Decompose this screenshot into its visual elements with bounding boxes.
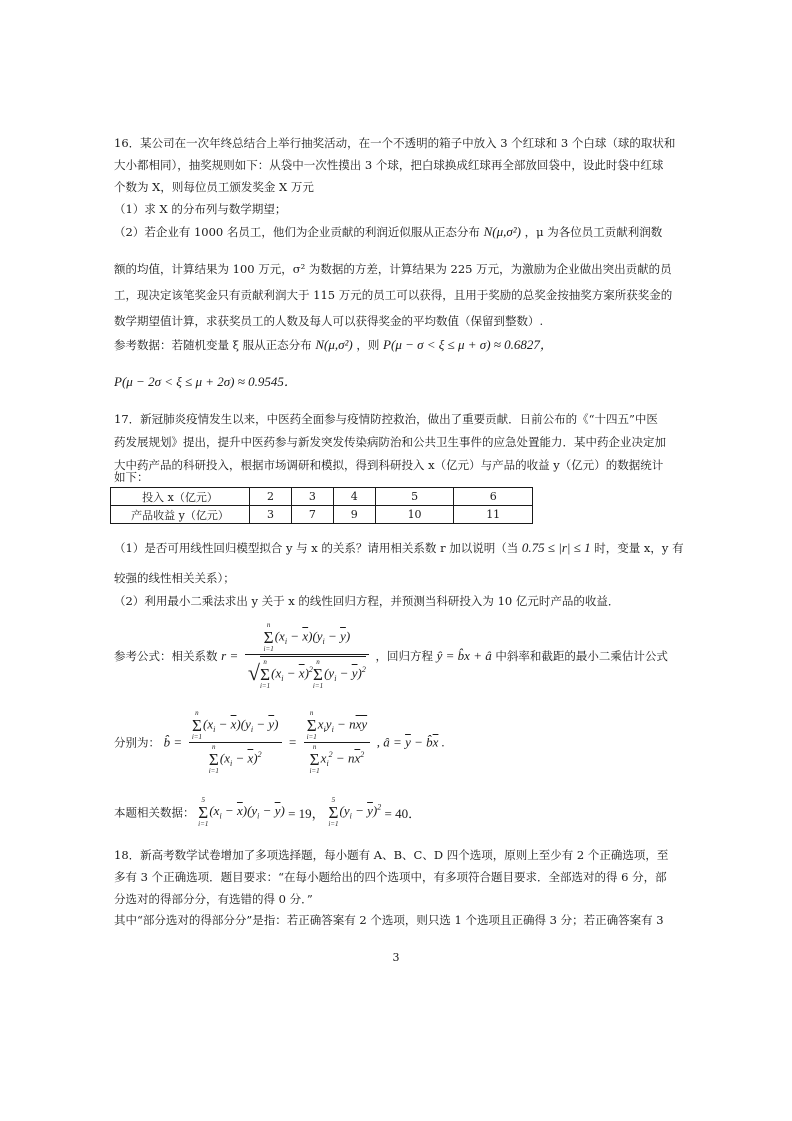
table-cell: 11	[454, 506, 533, 524]
q16-part2-text-a: （2）若企业有 1000 名员工，他们为企业贡献的利润近似服从正态分布	[114, 225, 480, 239]
table-header-cell: 产品收益 y（亿元）	[111, 506, 250, 524]
q16-part2-line-3: 工，现决定该笔奖金只有贡献利润大于 115 万元的员工可以获得，且用于奖励的总奖金按抽奖方案所获奖金的	[114, 288, 673, 302]
q17-part1-line	[114, 540, 684, 556]
table-cell: 5	[375, 488, 454, 506]
table-cell: 9	[333, 506, 375, 524]
q17-least-squares-line: 分别为： b̂ = n Σ i=1 $(x_i - \overline{x})(y_i - \overline{y})$ n Σ i=1 $(x_i - \overline{x})^2$ = n Σ i=1 $x_iy_i - n\overline{xy}$ n Σ i=1 $x_i^2 - n\overline{x}^2$ , â = $\overline{y}$ − $b̂\overline{x}$ .	[114, 709, 445, 775]
q18-line-2: 多有 3 个正确选项．题目要求：“在每小题给出的四个选项中，有多项符合题目要求．全部选对的得 6 分，部	[114, 870, 667, 884]
q16-reference-text-b: ，则	[356, 338, 380, 352]
slope-formula-1: n Σ i=1 $(x_i - \overline{x})(y_i - \overline{y})$ n Σ i=1 $(x_i - \overline{x})^2$	[189, 710, 282, 775]
q16-part2-line	[114, 224, 662, 240]
normal-distribution-formula-ref: N(μ,σ²)	[315, 337, 353, 352]
data-table	[110, 487, 533, 524]
q16-part2-line-4: 数学期望值计算，求获奖员工的人数及每人可以获得奖金的平均数值（保留到整数）.	[114, 314, 544, 328]
q17-data-line	[114, 797, 421, 828]
probability-formula-1: P(μ − σ < ξ ≤ μ + σ) ≈ 0.6827，	[383, 337, 553, 352]
correlation-condition: 0.75 ≤ |r| ≤ 1	[521, 540, 591, 555]
q16-reference-line	[114, 337, 553, 353]
table-cell: 2	[250, 488, 292, 506]
table-cell: 3	[250, 506, 292, 524]
data-sum-2: 5 Σ i=1 $(y_i - \overline{y})^2$	[328, 796, 382, 828]
page-number: 3	[392, 951, 400, 964]
data-value-2: = 40．	[384, 806, 422, 821]
table-cell: 6	[454, 488, 533, 506]
q16-part2-line-2: 额的均值，计算结果为 100 万元，σ² 为数据的方差，计算结果为 225 万元，为激励为企业做出突出贡献的员	[114, 262, 672, 276]
q17-reference-label: 参考公式：相关系数	[114, 649, 218, 663]
q17-reference-formula-line	[114, 622, 668, 690]
table-cell: 4	[333, 488, 375, 506]
q16-line-3: 个数为 X，则每位员工颁发奖金 X 万元	[114, 180, 314, 194]
data-sum-1: 5 Σ i=1 $(x_i - \overline{x})(y_i - \overline{y})$	[198, 796, 289, 828]
r-symbol: r =	[221, 648, 239, 663]
regression-equation: ŷ = b̂x + â	[436, 648, 492, 663]
q17-separator-label: 分别为：	[114, 735, 160, 750]
table-cell: 7	[291, 506, 333, 524]
q16-reference-line-2	[114, 374, 297, 390]
data-value-1: = 19，	[288, 806, 325, 821]
q17-reference-mid: ，回归方程	[375, 649, 433, 663]
q17-part1-text-b: 时，变量 x，y 有	[594, 541, 684, 555]
slope-formula-2: n Σ i=1 $x_iy_i - n\overline{xy}$ n Σ i=1 $x_i^2 - n\overline{x}^2$	[304, 710, 371, 775]
q17-part2: （2）利用最小二乘法求出 y 关于 x 的线性回归方程，并预测当科研投入为 10 亿元时产品的收益．	[114, 594, 620, 608]
correlation-formula: n Σ i=1 $(x_i - \overline{x})(y_i - \overline{y})$ √ n Σ i=1 $(x_i - \overline{x})^2$ n Σ i=1 $(y_i - \overline{y})^2$	[245, 622, 369, 690]
q18-line-4: 其中“部分选对的得部分分”是指：若正确答案有 2 个选项，则只选 1 个选项且正确得 3 分；若正确答案有 3	[114, 913, 664, 927]
table-row	[111, 506, 533, 524]
table-cell: 10	[375, 506, 454, 524]
table-row	[111, 488, 533, 506]
b-hat-symbol: b̂ =	[163, 734, 183, 750]
q17-line-4: 如下：	[114, 470, 149, 484]
q17-data-label: 本题相关数据：	[114, 805, 195, 820]
q16-part2-text-b: ，μ 为各位员工贡献利润数	[524, 225, 663, 239]
table-cell: 3	[291, 488, 333, 506]
q16-part1: （1）求 X 的分布列与数学期望；	[114, 202, 287, 216]
q18-line-1: 18．新高考数学试卷增加了多项选择题，每小题有 A、B、C、D 四个选项，原则上至少有 2 个正确选项，至	[114, 848, 669, 862]
q16-line-1: 16．某公司在一次年终总结合上举行抽奖活动，在一个不透明的箱子中放入 3 个红球和 3 个白球（球的取状和	[114, 136, 676, 150]
q17-line-3: 大中药产品的科研投入，根据市场调研和模拟，得到科研投入 x（亿元）与产品的收益 y（亿元）的数据统计	[114, 458, 664, 472]
probability-formula-2: P(μ − 2σ < ξ ≤ μ + 2σ) ≈ 0.9545．	[114, 374, 297, 389]
q17-line-2: 药发展规划》提出，提升中医药参与新发突发传染病防治和公共卫生事件的应急处置能力．某中药企业决定加	[114, 435, 666, 449]
q16-reference-text-a: 参考数据：若随机变量 ξ 服从正态分布	[114, 338, 312, 352]
q17-part1-text-a: （1）是否可用线性回归模型拟合 y 与 x 的关系？请用相关系数 r 加以说明（当	[114, 541, 519, 555]
q17-line-1: 17．新冠肺炎疫情发生以来，中医药全面参与疫情防控救治，做出了重要贡献．日前公布的《“十四五”中医	[114, 412, 658, 426]
q17-part1-line-2: 较强的线性相关关系）；	[114, 571, 235, 585]
intercept-formula: , â = $\overline{y}$ − $b̂\overline{x}$ .	[376, 734, 445, 750]
q17-reference-end: 中斜率和截距的最小二乘估计公式	[495, 649, 668, 663]
table-header-cell: 投入 x（亿元）	[111, 488, 250, 506]
q16-line-2: 大小都相同），抽奖规则如下：从袋中一次性摸出 3 个球，把白球换成红球再全部放回袋中，设此时袋中红球	[114, 158, 664, 172]
normal-distribution-formula: N(μ,σ²)	[483, 224, 521, 239]
q18-line-3: 分选对的得部分分，有选错的得 0 分．”	[114, 892, 313, 906]
